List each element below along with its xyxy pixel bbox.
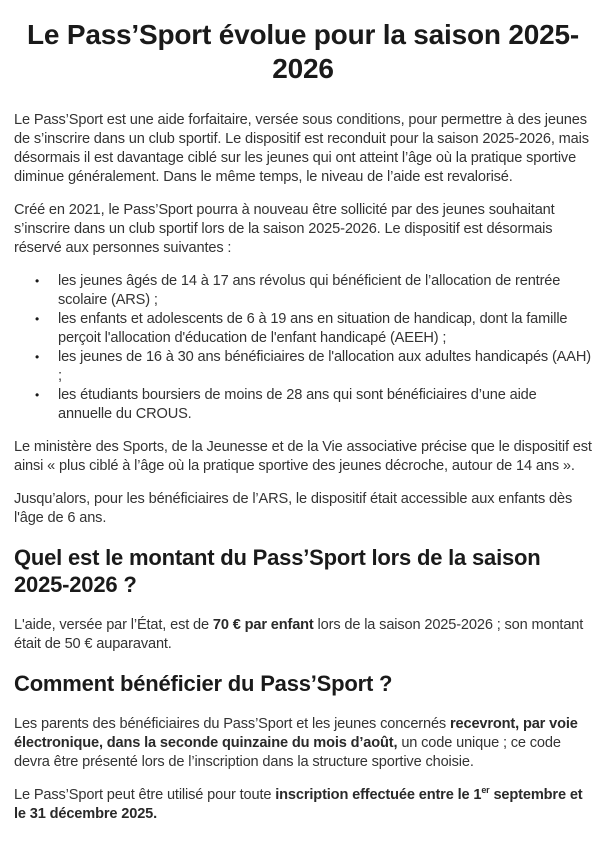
- period-highlight-end: septembre et le 31 décembre 2025.: [14, 787, 583, 822]
- intro-paragraph: Le Pass’Sport est une aide forfaitaire, versée sous conditions, pour permettre à des jeunes de s’inscrire dans un club sportif. Le dispositif est reconduit pour la saison 2025-2026, mais désormais il est davantage ciblé sur les jeunes qui ont atteint l’âge où la pratique sportive diminue généralement. Dans le même temps, le niveau de l’aide est revalorisé.: [14, 112, 589, 185]
- how-section-heading: Comment bénéficier du Pass’Sport ?: [14, 671, 393, 696]
- list-item-text: les jeunes de 16 à 30 ans bénéficiaires de l'allocation aux adultes handicapés (AAH) ;: [58, 349, 591, 384]
- bullet-icon: •: [35, 388, 40, 402]
- bullet-icon: •: [35, 350, 40, 364]
- list-item: [35, 272, 592, 310]
- period-highlight-start: inscription effectuée entre le 1: [275, 787, 482, 803]
- creation-paragraph: Créé en 2021, le Pass’Sport pourra à nouveau être sollicité par des jeunes souhaitant s’inscrire dans un club sportif lors de la saison 2025-2026. Le dispositif est désormais réservé aux personnes suivantes :: [14, 202, 555, 256]
- beneficiaries-list: [14, 272, 592, 424]
- ministry-quote-paragraph: Le ministère des Sports, de la Jeunesse et de la Vie associative précise que le dispositif est ainsi « plus ciblé à l’âge où la pratique sportive des jeunes décroche, autour de 14 ans ».: [14, 439, 592, 474]
- list-item: [35, 310, 592, 348]
- code-delivery-paragraph: Les parents des bénéficiaires du Pass’Sport et les jeunes concernés recevront, par voie électronique, dans la seconde quinzaine du mois d’août, un code unique ; ce code devra être présenté lors de l’inscription dans la structure sportive choisie.: [14, 716, 578, 770]
- list-item-text: les jeunes âgés de 14 à 17 ans révolus qui bénéficient de l’allocation de rentrée scolaire (ARS) ;: [58, 273, 561, 308]
- list-item: [35, 348, 592, 386]
- page-title: Le Pass’Sport évolue pour la saison 2025-2026: [26, 19, 579, 84]
- amount-section-heading: Quel est le montant du Pass’Sport lors de la saison 2025-2026 ?: [14, 545, 541, 597]
- delivery-highlight: recevront, par voie électronique, dans la seconde quinzaine du mois d’août,: [14, 716, 578, 751]
- list-item: [35, 386, 592, 424]
- amount-highlight: 70 € par enfant: [212, 617, 314, 633]
- list-item-text: les enfants et adolescents de 6 à 19 ans en situation de handicap, dont la famille perçoit l'allocation d'éducation de l'enfant handicapé (AEEH) ;: [58, 311, 568, 346]
- amount-paragraph: L'aide, versée par l’État, est de 70 € par enfant lors de la saison 2025-2026 ; son montant était de 50 € auparavant.: [14, 617, 584, 652]
- previous-eligibility-paragraph: Jusqu’alors, pour les bénéficiaires de l’ARS, le dispositif était accessible aux enfants dès l'âge de 6 ans.: [14, 491, 573, 526]
- bullet-icon: •: [35, 312, 40, 326]
- list-item-text: les étudiants boursiers de moins de 28 ans qui sont bénéficiaires d’une aide annuelle du CROUS.: [58, 387, 537, 422]
- ordinal-suffix: er: [481, 785, 490, 795]
- bullet-icon: •: [35, 274, 40, 288]
- usage-period-paragraph: Le Pass’Sport peut être utilisé pour toute inscription effectuée entre le 1er septembre et le 31 décembre 2025.: [14, 785, 583, 822]
